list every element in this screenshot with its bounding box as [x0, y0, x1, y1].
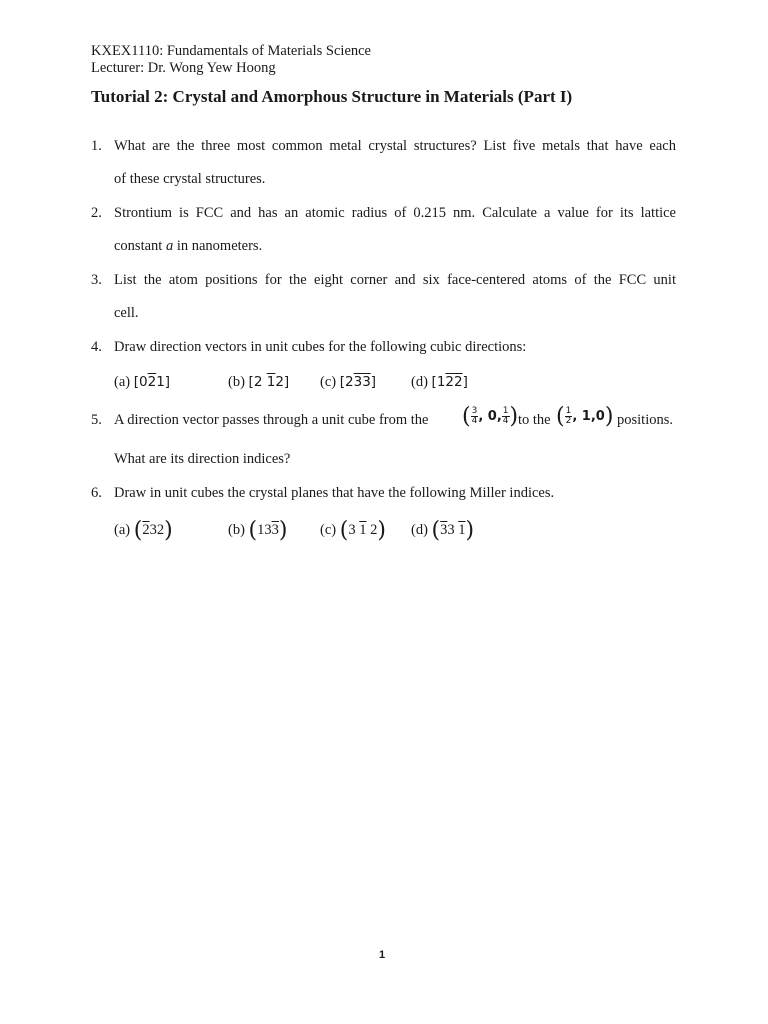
- course-header: KXEX1110: Fundamentals of Materials Science: [91, 43, 371, 59]
- question-number: 2.: [91, 205, 102, 221]
- question-number: 5.: [91, 412, 102, 428]
- question-number: 6.: [91, 485, 102, 501]
- question-text: What are the three most common metal crystal structures? List five metals that have each: [114, 138, 676, 154]
- page-number: 1: [379, 949, 386, 961]
- lattice-constant-symbol: a: [165, 238, 174, 254]
- question-text: What are its direction indices?: [114, 451, 291, 467]
- question-text: Draw in unit cubes the crystal planes that have the following Miller indices.: [114, 485, 555, 501]
- question-number: 1.: [91, 138, 102, 154]
- question-number: 3.: [91, 272, 102, 288]
- question-text: cell.: [114, 305, 139, 321]
- start-position-vector: ( $\frac{3}{4}$ , 0, $\frac{1}{4}$ ): [462, 404, 519, 429]
- question-text: of these crystal structures.: [114, 171, 266, 187]
- question-text: [114, 238, 262, 255]
- miller-option-a: (a) (232): [114, 518, 173, 543]
- question-number: 4.: [91, 339, 102, 355]
- end-position-vector: ( $\frac{1}{2}$ , 1,0): [556, 404, 614, 429]
- direction-option-d: (d) [122]: [411, 374, 468, 390]
- question-text: Draw direction vectors in unit cubes for the following cubic directions:: [114, 339, 527, 355]
- direction-option-c: (c) [233]: [320, 374, 377, 390]
- miller-option-b: (b) (133): [228, 518, 288, 543]
- miller-option-c: (c) (3 1 2): [320, 518, 386, 543]
- question-text: List the atom positions for the eight corner and six face-centered atoms of the FCC unit: [114, 272, 676, 288]
- question-text: Strontium is FCC and has an atomic radius of 0.215 nm. Calculate a value for its lattice: [114, 205, 676, 221]
- tutorial-title: Tutorial 2: Crystal and Amorphous Structure in Materials (Part I): [91, 87, 573, 106]
- question-text: A direction vector passes through a unit cube from the: [114, 412, 429, 428]
- question-text: to the: [518, 412, 551, 428]
- question-text-part: constant: [114, 238, 166, 254]
- question-text-part: in nanometers.: [173, 238, 263, 254]
- question-text: positions.: [617, 412, 673, 428]
- lecturer-header: Lecturer: Dr. Wong Yew Hoong: [91, 60, 276, 76]
- miller-option-d: (d) (33 1): [411, 518, 475, 543]
- direction-option-a: (a) [021]: [114, 374, 171, 390]
- direction-option-b: (b) [2 12]: [228, 374, 290, 390]
